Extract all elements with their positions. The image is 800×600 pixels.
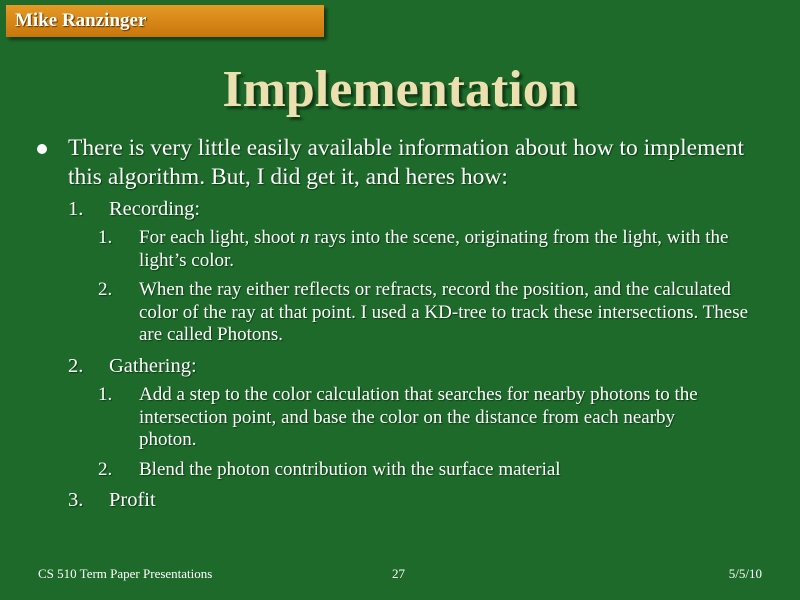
slide-title: Implementation — [222, 61, 578, 118]
step-1-number: 1. — [68, 198, 84, 220]
substep-2-1-number: 1. — [98, 384, 113, 405]
footer-page-number: 27 — [392, 566, 405, 581]
substep-1-2-text: When the ray either reflects or refracts, record the position, and the calculated color of the ray at that point. I used a KD-tree to track these intersections. These are called Photons. — [139, 279, 749, 345]
substep-2-1-text: Add a step to the color calculation that searches for nearby photons to the intersection point, and base the color on the distance from each nearby photon. — [139, 384, 698, 450]
substep-2-2-number: 2. — [98, 459, 113, 480]
footer-course: CS 510 Term Paper Presentations — [38, 566, 213, 581]
substep-1-1-text — [139, 227, 769, 272]
step-1-label: Recording: — [109, 198, 201, 220]
substep-2-2-text: Blend the photon contribution with the surface material — [139, 459, 561, 480]
substep-1-2-number: 2. — [98, 279, 113, 300]
author-label: Mike Ranzinger — [6, 5, 324, 37]
step-3-number: 3. — [68, 489, 84, 511]
substep-1-1-number: 1. — [98, 227, 113, 248]
footer-date: 5/5/10 — [728, 566, 762, 581]
substep-1-1-emph: n — [299, 227, 310, 248]
step-3-label: Profit — [109, 489, 156, 511]
substep-1-1-text-a: For each light, shoot — [139, 227, 300, 248]
step-2-label: Gathering: — [109, 355, 197, 377]
substep-1-1-text-b: rays into the scene, originating from the light, with the light’s color. — [139, 227, 729, 271]
bullet-dot-icon — [37, 144, 47, 154]
main-bullet-text: There is very little easily available information about how to implement this algorithm. But, I did get it, and heres how: — [68, 135, 745, 190]
step-2-number: 2. — [68, 355, 84, 377]
